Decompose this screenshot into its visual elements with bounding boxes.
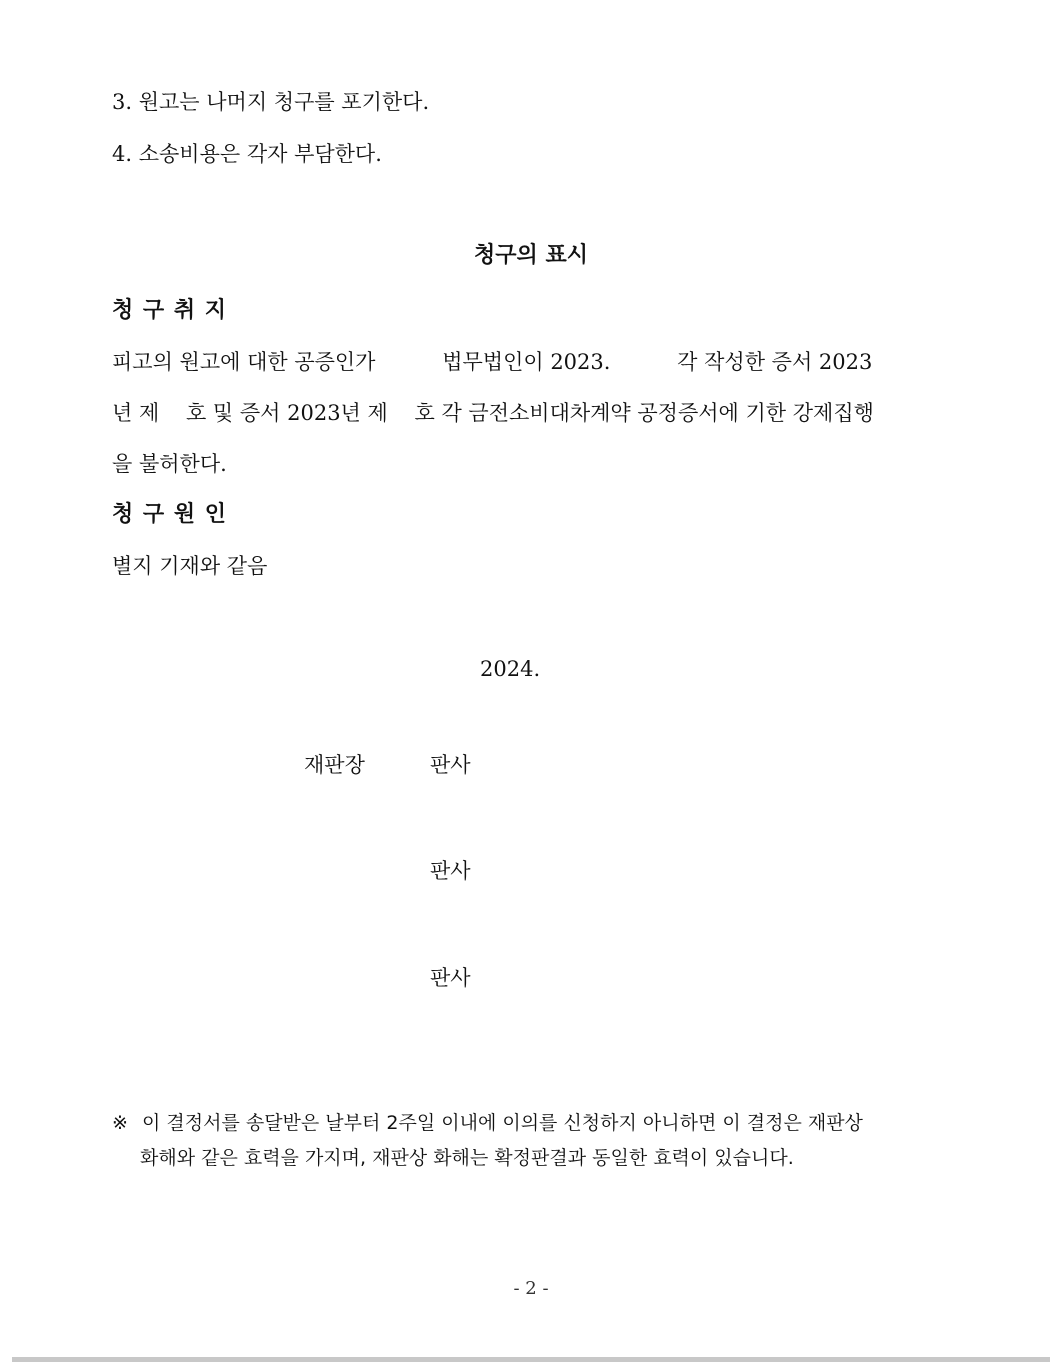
claim-purpose-line-2: 년 제 호 및 증서 2023년 제 호 각 금전소비대차계약 공정증서에 기한 강제집행: [112, 401, 874, 425]
notice-line-1: [112, 1106, 968, 1141]
order-item-4: 4. 소송비용은 각자 부담한다.: [112, 142, 382, 166]
decision-date: 2024.: [480, 657, 541, 681]
notice-block: [112, 1106, 968, 1176]
bottom-divider: [12, 1357, 1050, 1362]
order-item-3: 3. 원고는 나머지 청구를 포기한다.: [112, 90, 430, 114]
claim-cause-text: 별지 기재와 같음: [112, 554, 268, 578]
page-number: - 2 -: [513, 1278, 549, 1299]
judge-label-1: 판사: [430, 753, 471, 777]
reference-mark-icon: ※: [112, 1112, 128, 1134]
claim-cause-heading: 청 구 원 인: [112, 502, 227, 527]
section-title: 청구의 표시: [474, 243, 588, 268]
notice-text-1: 이 결정서를 송달받은 날부터 2주일 이내에 이의를 신청하지 아니하면 이 결정은 재판상: [142, 1112, 863, 1134]
judge-label-2: 판사: [430, 859, 471, 883]
notice-line-2: 화해와 같은 효력을 가지며, 재판상 화해는 확정판결과 동일한 효력이 있습니다.: [140, 1147, 794, 1169]
presiding-judge-label: 재판장: [304, 753, 365, 777]
claim-purpose-line-1: 피고의 원고에 대한 공증인가 법무법인이 2023. 각 작성한 증서 2023: [112, 350, 873, 374]
claim-purpose-line-3: 을 불허한다.: [112, 452, 227, 476]
claim-purpose-heading: 청 구 취 지: [112, 298, 227, 323]
judge-label-3: 판사: [430, 966, 471, 990]
